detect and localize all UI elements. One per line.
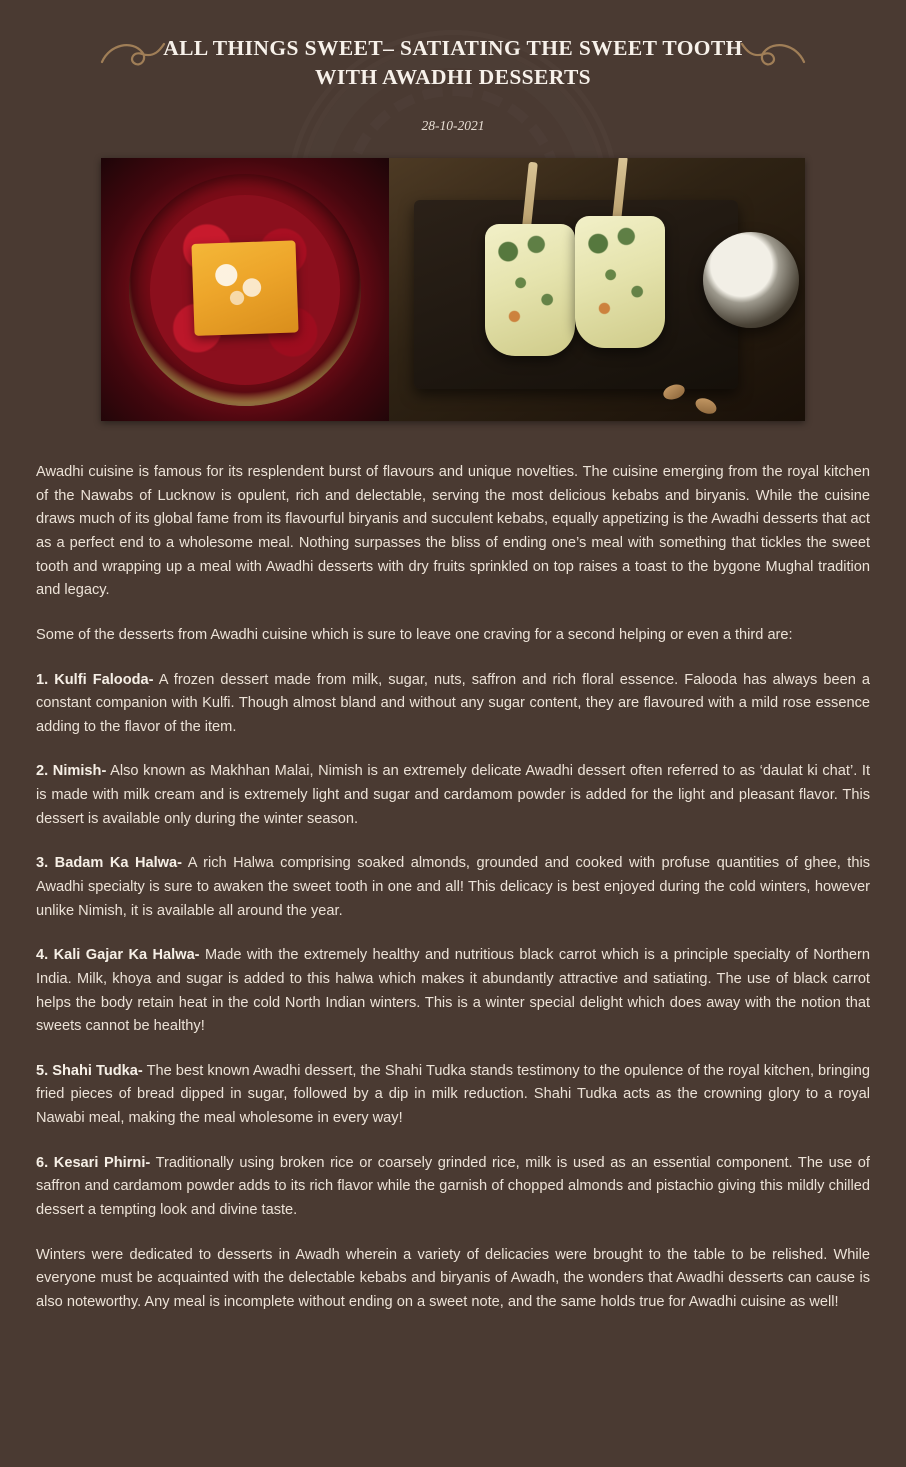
- flourish-left-icon: [98, 34, 168, 74]
- dessert-name: 5. Shahi Tudka-: [36, 1062, 143, 1079]
- dessert-name: 2. Nimish-: [36, 763, 107, 780]
- cream-bowl: [703, 232, 799, 328]
- brass-thali: [129, 174, 361, 406]
- hero-image: [101, 158, 805, 421]
- dessert-item-5: [36, 1060, 870, 1131]
- paragraph-list-intro: [36, 624, 870, 648]
- dessert-description: Also known as Makhhan Malai, Nimish is an extremely delicate Awadhi dessert often referred to as ‘daulat ki chat’. It is made with milk cream and is extremely light and sugar and cardamom powder is added for the light and pleasant flavor. This dessert is available only during the winter season.: [36, 763, 870, 827]
- dessert-item-3: [36, 852, 870, 923]
- dessert-description: Made with the extremely healthy and nutritious black carrot which is a principle specialty of Northern India. Milk, khoya and sugar is added to this halwa which makes it abundantly attractive and satiating. The use of black carrot helps the body retain heat in the cold North Indian winters. This is a winter special delight which does away with the notion that sweets cannot be healthy!: [36, 947, 870, 1035]
- dessert-description: A rich Halwa comprising soaked almonds, grounded and cooked with profuse quantities of ghee, this Awadhi specialty is sure to awaken the sweet tooth in one and all! This delicacy is best enjoyed during the cold winters, however unlike Nimish, it is available all around the year.: [36, 855, 870, 919]
- dessert-description: A frozen dessert made from milk, sugar, nuts, saffron and rich floral essence. Falooda has always been a constant companion with Kulfi. Though almost bland and without any sugar content, they are flavoured with a mild rose essence adding to the flavor of the item.: [36, 671, 870, 735]
- pistachio-kulfi: [485, 224, 575, 356]
- paragraph-intro: [36, 461, 870, 603]
- hero-image-right-kulfi: [389, 158, 805, 421]
- saffron-barfi: [191, 240, 298, 336]
- almond: [693, 395, 719, 417]
- dessert-item-6: [36, 1152, 870, 1223]
- dessert-description: Traditionally using broken rice or coarsely grinded rice, milk is used as an essential component. The use of saffron and cardamom powder adds to its rich flavor while the garnish of chopped almonds and pistachio giving this mildly chilled dessert a tempting look and divine taste.: [36, 1154, 870, 1219]
- pistachio-kulfi: [575, 216, 665, 348]
- dessert-item-1: [36, 669, 870, 740]
- flourish-right-icon: [738, 34, 808, 74]
- dessert-name: 3. Badam Ka Halwa-: [36, 855, 183, 872]
- dessert-item-2: [36, 760, 870, 831]
- paragraph-text: Winters were dedicated to desserts in Awadh wherein a variety of delicacies were brought to the table to be relished. While everyone must be acquainted with the delectable kebabs and biryanis of Awadh, the wonders that Awadhi desserts can cause is also noteworthy. Any meal is incomplete without ending on a sweet note, and the same holds true for Awadhi cuisine as well!: [36, 1246, 870, 1310]
- paragraph-text: Some of the desserts from Awadhi cuisine which is sure to leave one craving for a second helping or even a third are:: [36, 626, 793, 643]
- dessert-description: The best known Awadhi dessert, the Shahi Tudka stands testimony to the opulence of the royal kitchen, bringing fried pieces of bread dipped in sugar, followed by a dip in milk reduction. Shahi Tudka acts as the crowning glory to a royal Nawabi meal, making the meal wholesome in every way!: [36, 1062, 870, 1127]
- hero-image-left-barfi: [101, 158, 389, 421]
- article-body: [0, 461, 906, 1315]
- post-date: 28-10-2021: [421, 118, 485, 134]
- paragraph-conclusion: [36, 1244, 870, 1315]
- dessert-name: 1. Kulfi Falooda-: [36, 671, 154, 688]
- dessert-name: 4. Kali Gajar Ka Halwa-: [36, 947, 200, 964]
- paragraph-text: Awadhi cuisine is famous for its resplendent burst of flavours and unique novelties. The cuisine emerging from the royal kitchen of the Nawabs of Lucknow is opulent, rich and delectable, serving the most delicious kebabs and biryanis. While the cuisine draws much of its global fame from its flavourful biryanis and succulent kebabs, equally appetizing is the Awadhi desserts that act as a perfect end to a wholesome meal. Nothing surpasses the bliss of ending one’s meal with something that tickles the sweet tooth and wrapping up a meal with Awadhi desserts with dry fruits sprinkled on top raises a toast to the bygone Mughal tradition and legacy.: [36, 464, 870, 599]
- page-title: ALL THINGS SWEET– SATIATING THE SWEET TOOTH WITH AWADHI DESSERTS: [163, 36, 743, 90]
- dessert-item-4: [36, 944, 870, 1039]
- post-header: [0, 0, 906, 134]
- dessert-name: 6. Kesari Phirni-: [36, 1154, 151, 1171]
